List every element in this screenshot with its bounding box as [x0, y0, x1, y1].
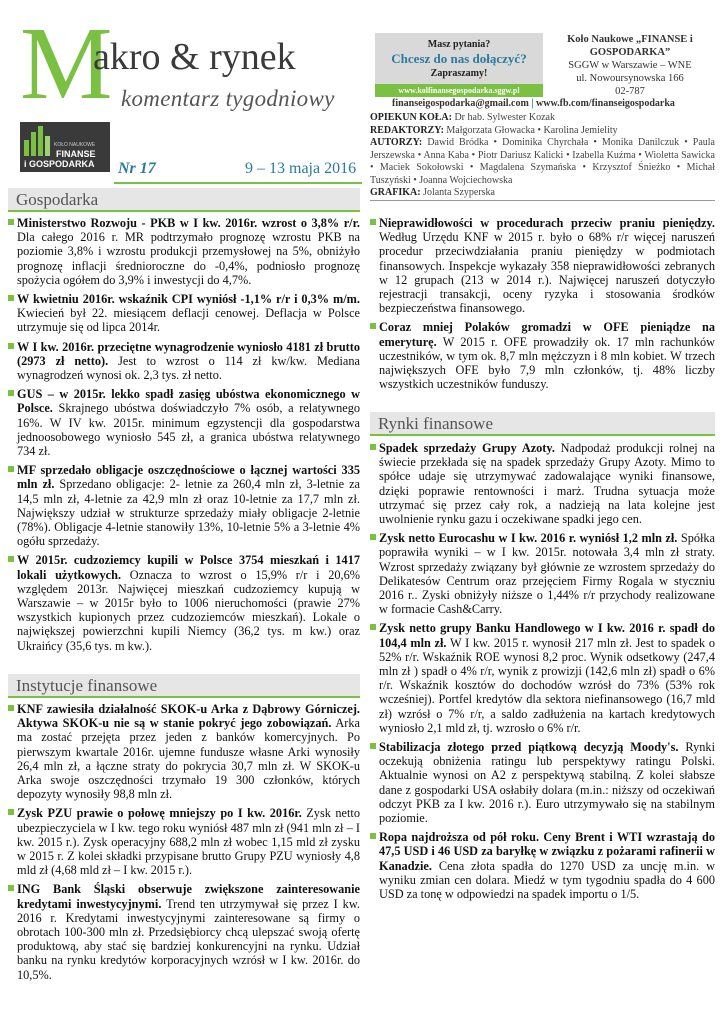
club-street: ul. Nowoursynowska 166 — [576, 73, 684, 84]
club-name: Koło Naukowe „FINANSE i GOSPODARKA” — [567, 34, 693, 58]
issue-number: Nr 17 — [118, 160, 156, 177]
news-headline: Stabilizacja złotego przed piątkową decyzją Moody's. — [379, 740, 679, 755]
section-header-instytucje: Instytucje finansowe — [8, 674, 360, 698]
news-body: Rynki oczekują obniżenia ratingu lub perspektywy ratingu Polski. Aktualnie wynosi on A2 z perspektywą stabilną. Z kolei słabsze dane z gospodarki USA osłabiły dolara (m.in.: niższy od oczekiwań odczyt PKB za I kw. 2016 r.). Euro utrzymywało się na stabilnym poziomie. — [379, 740, 715, 826]
news-body: Kwiecień był 22. miesiącem deflacji cenowej. Deflacja w Polsce utrzymuje się od lipca 2014r. — [17, 306, 360, 335]
news-headline: KNF zawiesiła działalność SKOK-u Arka z Dąbrowy Górniczej. Aktywa SKOK-u nie są w stanie pokryć jego zobowiązań. — [17, 702, 360, 731]
ask-line-3: Zapraszamy! — [430, 68, 488, 79]
ask-line-1: Masz pytania? — [427, 39, 491, 50]
website-link[interactable]: www.kolfinansegospodarka.sggw.pl — [375, 84, 543, 97]
masthead-subtitle: komentarz tygodniowy — [121, 86, 335, 111]
email-link[interactable]: finanseigospodarka@gmail.com — [392, 98, 529, 109]
instytucje-list — [8, 702, 360, 987]
club-school: SGGW w Warszawie – WNE — [568, 60, 692, 71]
news-body: Dla całego 2016 r. MR podtrzymało prognozę wzrostu PKB na poziomie 3,8% i wzrostu produkcji przemysłowej na 5%, obniżyło prognozę inflacji średnioroczne do -0,4%, podniosło prognozę spożycia ogółem do 3,9% i inwestycji do 4,7%. — [17, 230, 360, 287]
news-item — [8, 340, 360, 383]
club-postcode: 02-787 — [615, 86, 645, 97]
autorzy-label: AUTORZY: — [370, 137, 423, 148]
logo-small-text: KOŁO NAUKOWE — [54, 142, 96, 148]
news-body: Spółka poprawiła wyniki – w I kw. 2015r. notowała 3,4 mln zł straty. Wzrost sprzedaży związany był głównie ze wzrostem sprzedaży do Delikatesów Centrum oraz przejęciem Firmy Rogala w styczniu 2016 r.. Zyski obniżyły niższe o 1,44% r/r przychody realizowane w formacie Cash&Carry. — [379, 531, 716, 617]
masthead-title: akro & rynek — [93, 36, 296, 78]
news-item — [8, 292, 360, 335]
news-body: Trend ten utrzymywał się przez I kw. 2016 r. Kredytami inwestycyjnymi zainteresowane są firmy o obrotach 100-300 mln zł. Przedsiębiorcy chcą ulepszać swoją ofertę produktową, aby stać się bardziej konkurencyjni na rynku. Udział banku na rynku kredytów korporacyjnych wzrósł w I kw. 2016r. do 10,5%. — [17, 896, 360, 982]
club-address — [545, 33, 715, 98]
redaktorzy-label: REDAKTORZY: — [370, 124, 444, 136]
finanse-gospodarka-logo — [20, 122, 110, 172]
news-item — [8, 553, 360, 652]
facebook-link[interactable]: www.fb.com/finanseigospodarka — [536, 98, 675, 109]
news-body: Sprzedano obligacje: 2- letnie za 260,4 mln zł, 3-letnie za 14,5 mln zł, 4-letnie za 42,9 mln zł oraz 10-letnie za 17,7 mln zł. Największy udział w strukturze sprzedaży miały obligacje 2-letnie (78%). Obligacje 4-letnie stanowiły 13%, 10-letnie 5% a 3-letnie 4% ogółu sprzedaży. — [17, 477, 360, 549]
news-headline: Zysk PZU prawie o połowę mniejszy po I kw. 2016r. — [17, 806, 302, 821]
news-body: Skrajnego ubóstwa doświadczyło 7% osób, a relatywnego 16%. W IV kw. 2015r. minimum egzystencji dla gospodarstwa jednoosobowego wyniosło 545 zł, a granica ubóstwa relatywnego 734 zł. — [17, 401, 360, 459]
news-headline: W 2015r. cudzoziemcy kupili w Polsce 3754 mieszkań i 1417 lokali użytkowych. — [17, 553, 360, 582]
opiekun-name: Dr hab. Sylwester Kozak — [451, 112, 555, 123]
section-header-rynki: Rynki finansowe — [370, 412, 715, 436]
grafika-name: Jolanta Szyperska — [420, 187, 495, 198]
news-item — [370, 441, 715, 526]
news-headline: ING Bank Śląski obserwuje zwiększone zainteresowanie kredytami inwestycyjnymi. — [17, 882, 360, 911]
news-item — [370, 830, 715, 901]
contact-separator: | — [528, 98, 537, 109]
opiekun-label: OPIEKUN KOŁA: — [370, 112, 452, 123]
news-item — [370, 320, 715, 391]
editorial-team — [370, 112, 715, 200]
news-item — [8, 216, 360, 287]
news-body: Według Urzędu KNF w 2015 r. było o 68% r/r więcej naruszeń procedur przeciwdziałania praniu pieniędzy w podmiotach finansowych. Inspekcje wykazały 358 nieprawidłowości zebranych w 12 grupach (213 w 2014 r.). Najwięcej naruszeń dotyczyło rejestracji transakcji, oceny ryzyka i stosowania środków bezpieczeństwa finansowego. — [379, 230, 715, 316]
contact-line — [392, 98, 675, 109]
news-headline: Zysk netto grupy Banku Handlowego w I kw. 2016 r. spadł do 104,4 mln zł. — [379, 621, 715, 650]
news-item — [370, 740, 715, 825]
redaktorzy-names: Małgorzata Głowacka • Karolina Jemielity — [443, 124, 618, 136]
autorzy-names: Dawid Bródka • Dominika Chyrchała • Monika Danilczuk • Paula Jerszewska • Anna Kaba • Piotr Dariusz Kalicki • Izabella Kuźma • Wioletta Sawicka • Maciek Sokołowski • Magdalena Szymańska • Krzysztof Śnieżko • Michał Tuszyński • Joanna Wojciechowska — [370, 137, 715, 186]
news-item — [8, 806, 360, 877]
news-item — [370, 621, 715, 735]
news-item — [370, 216, 715, 315]
news-body: Nadpodaż produkcji rolnej na świecie przekłada się na spadek sprzedaży Grupy Azoty. Mimo to spółce udaje się utrzymywać zadowalające wyniki finansowe, dzięki poprawie rentowności i marż. Trudna sytuacja może utrzymać się przez cały rok, a nadzieją na lata kolejne jest uwolnienie rynku gazu i oczekiwane spadki jego cen. — [379, 441, 716, 527]
news-body: Zysk netto ubezpieczyciela w I kw. tego roku wyniósł 487 mln zł (941 mln zł – I kw. 2015 r.). Zysk operacyjny 688,2 mln zł wobec 1,15 mld zł zysku w 2015 r. Z kolei składki przypisane brutto Grupy PZU wyniosły 4,8 mld zł (4,68 mld zł – I kw. 2015 r.). — [17, 806, 360, 878]
rynki-list — [370, 441, 715, 906]
news-item — [8, 702, 360, 801]
news-body: Oznacza to wzrost o 15,9% r/r i 20,6% względem 2013r. Najwięcej mieszkań cudzoziemcy kupują w Warszawie – w 2015r było to 1006 nieruchomości (prawie 27% wszystkich kupionych przez cudzoziemców mieszkań). Lokale o największej powierzchni kupili Niemcy (36,2 tys. m kw.) oraz Ukraińcy (35,6 tys. m kw.). — [17, 567, 360, 653]
news-headline: GUS – w 2015r. lekko spadł zasięg ubóstwa ekonomicznego w Polsce. — [17, 387, 360, 416]
news-item — [8, 387, 360, 458]
issue-dates: 9 – 13 maja 2016 — [245, 160, 357, 177]
right-top-list — [370, 216, 715, 396]
news-item — [8, 882, 360, 981]
news-body: W 2015 r. OFE prowadziły ok. 17 mln rachunków uczestników, w tym ok. 8,7 mln mężczyzn i 8 mln kobiet. W trzech największych OFE było 7,9 mln członków, tj. 48% liczby wszystkich uczestników funduszy. — [379, 334, 715, 392]
news-headline: Nieprawidłowości w procedurach przeciw praniu pieniędzy. — [379, 216, 715, 230]
news-headline: Spadek sprzedaży Grupy Azoty. — [379, 441, 555, 455]
news-body: W I kw. 2015 r. wynosił 217 mln zł. Jest to spadek o 52% r/r. Wskaźnik ROE wynosi 8,2 proc. Wynik odsetkowy (247,4 mln zł ) spadł o 4% r/r, wynik z prowizji (142,6 mln zł) spadł o 6% r/r. Wskaźnik kosztów do dochodów wzrósł do 73% (53% rok wcześniej). Portfel kredytów dla sektora niefinansowego (16,7 mld zł) wzrósł o 7% r/r, a saldo zadłużenia na kartach kredytowych wyniosło 2,1 mld zł, tj. wzrosło o 6% r/r. — [379, 635, 715, 735]
news-body: Jest to wzrost o 114 zł kw/kw. Mediana wynagrodzeń wynosi ok. 2,3 tys. zł netto. — [17, 353, 360, 383]
grafika-label: GRAFIKA: — [370, 187, 421, 198]
gospodarka-list — [8, 216, 360, 658]
masthead-big-letter: M — [20, 6, 113, 121]
ask-line-2: Chcesz do nas dołączyć? — [391, 51, 527, 66]
team-divider — [370, 200, 715, 201]
news-headline: Zysk netto Eurocashu w I kw. 2016 r. wyniósł 1,2 mln zł. — [379, 531, 678, 546]
news-headline: Ministerstwo Rozwoju - PKB w I kw. 2016r. wzrost o 3,8% r/r. — [17, 216, 360, 230]
news-headline: MF sprzedało obligacje oszczędnościowe o łącznej wartości 335 mln zł. — [17, 463, 360, 492]
logo-text-1: FINANSE — [56, 149, 96, 159]
news-item — [370, 531, 715, 616]
news-item — [8, 463, 360, 548]
news-headline: W kwietniu 2016r. wskaźnik CPI wyniósł -1,1% r/r i 0,3% m/m. — [17, 292, 360, 307]
logo-text-2: i GOSPODARKA — [24, 159, 95, 169]
news-body: Arka ma zostać przejęta przez jeden z banków komercyjnych. Po pierwszym kwartale 2016r. ujemne fundusze własne Arki wynosiły 26,4 mln zł, a łączne straty do pokrycia 30,7 mln zł. W SKOK-u Arka swoje oszczędności trzymało 19 300 członków, których depozyty wynosiły 98,8 mln zł. — [17, 716, 360, 802]
news-headline: Ropa najdroższa od pół roku. Ceny Brent i WTI wzrastają do 47,5 USD i 46 USD za baryłkę w związku z pożarami rafinerii w Kanadzie. — [379, 830, 715, 873]
section-header-gospodarka: Gospodarka — [8, 188, 360, 212]
news-headline: Coraz mniej Polaków gromadzi w OFE pieniądze na emeryturę. — [379, 320, 715, 349]
news-body: Cena złota spadła do 1270 USD za uncję m.in. w wyniku zmian cen dolara. Miedź w tym tygodniu spadła do 4 600 USD za tonę w odpowiedzi na spadek importu o 1/5. — [379, 858, 715, 902]
news-headline: W I kw. 2016r. przeciętne wynagrodzenie wyniosło 4181 zł brutto (2973 zł netto). — [17, 339, 360, 368]
